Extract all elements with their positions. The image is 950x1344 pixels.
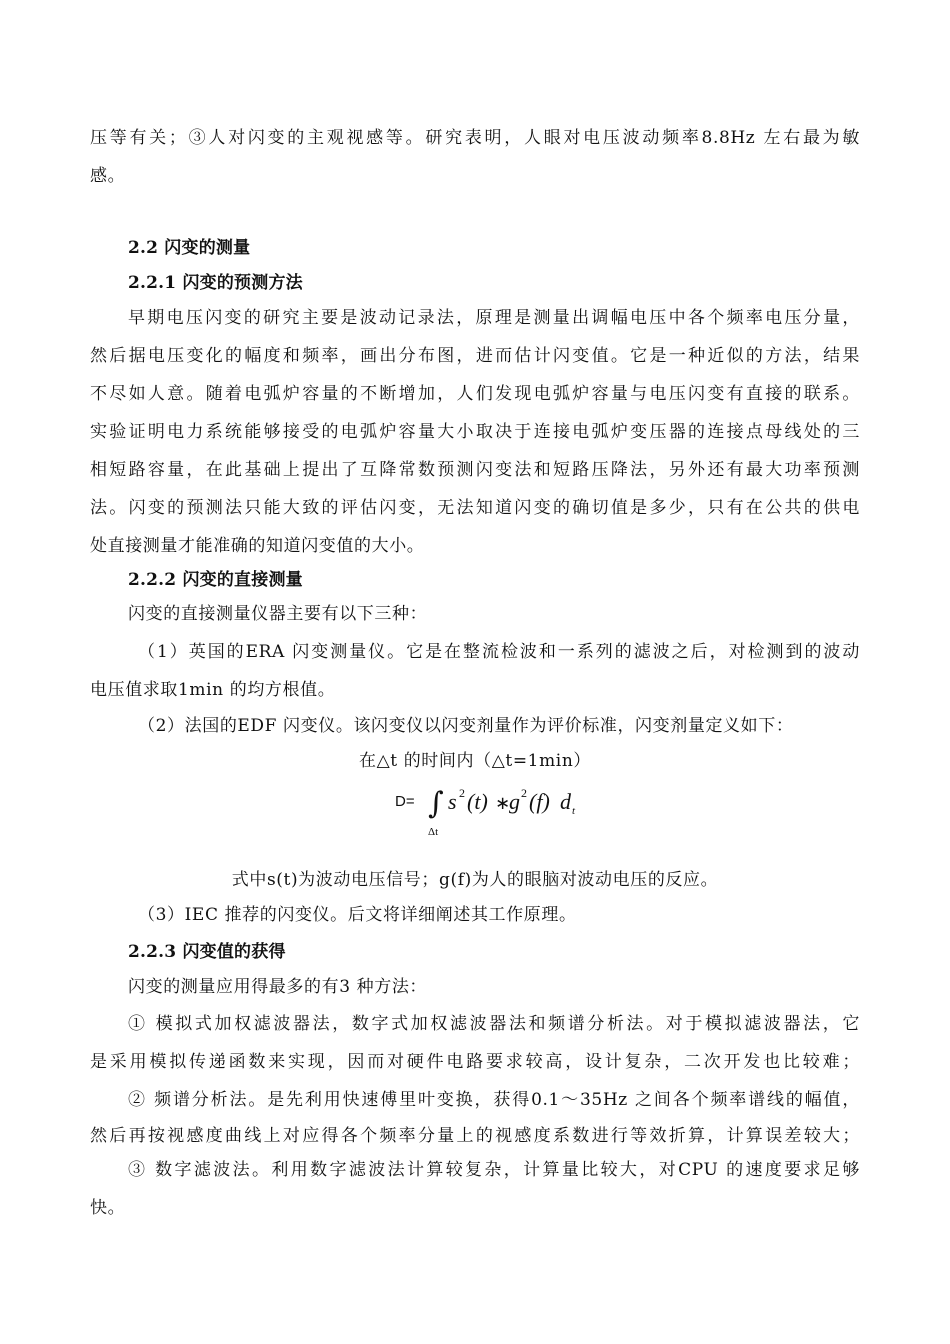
formula-t-arg: (t) — [467, 789, 488, 814]
dose-formula — [395, 780, 635, 840]
list-item-1-line: （1）英国的ERA 闪变测量仪。它是在整流检波和一系列的滤波之后，对检测到的波动 — [138, 642, 860, 662]
formula-sub-t: t — [572, 805, 576, 817]
paragraph-line: 闪变的直接测量仪器主要有以下三种： — [128, 604, 428, 624]
formula-d: d — [560, 789, 571, 814]
formula-s: s — [448, 789, 457, 814]
paragraph-line: 实验证明电力系统能够接受的电弧炉容量大小取决于连接电弧炉变压器的连接点母线处的三 — [90, 422, 860, 442]
formula-f-arg: (f) — [529, 789, 550, 814]
formula-caption: 在△t 的时间内（△t=1min） — [359, 751, 591, 771]
method-2-line: ② 频谱分析法。是先利用快速傅里叶变换，获得0.1～35Hz 之间各个频率谱线的幅值， — [128, 1090, 860, 1110]
list-item-1-line: 电压值求取1min 的均方根值。 — [90, 680, 336, 700]
list-item-3: （3）IEC 推荐的闪变仪。后文将详细阐述其工作原理。 — [138, 905, 577, 925]
section-heading-2-2-2: 2.2.2 闪变的直接测量 — [128, 570, 303, 590]
integral-sign: ∫ — [428, 786, 444, 821]
list-item-2: （2）法国的EDF 闪变仪。该闪变仪以闪变剂量作为评价标准，闪变剂量定义如下： — [138, 716, 794, 736]
paragraph-line: 不尽如人意。随着电弧炉容量的不断增加，人们发现电弧炉容量与电压闪变有直接的联系。 — [90, 384, 860, 404]
method-2-line: 然后再按视感度曲线上对应得各个频率分量上的视感度系数进行等效折算，计算误差较大； — [90, 1126, 860, 1146]
method-3-line: 快。 — [90, 1198, 126, 1218]
paragraph-line: 早期电压闪变的研究主要是波动记录法，原理是测量出调幅电压中各个频率电压分量， — [128, 308, 860, 328]
method-3-line: ③ 数字滤波法。利用数字滤波法计算较复杂，计算量比较大，对CPU 的速度要求足够 — [128, 1160, 860, 1180]
formula-sup: 2 — [459, 786, 465, 800]
method-1-line: ① 模拟式加权滤波器法，数字式加权滤波器法和频谱分析法。对于模拟滤波器法，它 — [128, 1014, 860, 1034]
paragraph-line: 相短路容量，在此基础上提出了互降常数预测闪变法和短路压降法，另外还有最大功率预测 — [90, 460, 860, 480]
formula-note: 式中s(t)为波动电压信号；g(f)为人的眼脑对波动电压的反应。 — [231, 870, 719, 890]
paragraph-line: 处直接测量才能准确的知道闪变值的大小。 — [90, 536, 425, 556]
formula-lhs: D= — [395, 793, 415, 810]
section-heading-2-2-3: 2.2.3 闪变值的获得 — [128, 942, 286, 962]
paragraph-line: 法。闪变的预测法只能大致的评估闪变，无法知道闪变的确切值是多少，只有在公共的供电 — [90, 498, 860, 518]
paragraph-line: 感。 — [90, 166, 126, 186]
paragraph-line: 压等有关；③人对闪变的主观视感等。研究表明，人眼对电压波动频率8.8Hz 左右最为敏 — [90, 128, 860, 148]
paragraph-line: 闪变的测量应用得最多的有3 种方法： — [128, 977, 428, 997]
method-1-line: 是采用模拟传递函数来实现，因而对硬件电路要求较高，设计复杂，二次开发也比较难； — [90, 1052, 860, 1072]
section-heading-2-2-1: 2.2.1 闪变的预测方法 — [128, 273, 303, 293]
paragraph-line: 然后据电压变化的幅度和频率，画出分布图，进而估计闪变值。它是一种近似的方法，结果 — [90, 346, 860, 366]
integral-limit: Δt — [428, 826, 439, 838]
formula-g: g — [509, 789, 520, 814]
section-heading-2-2: 2.2 闪变的测量 — [128, 238, 251, 258]
formula-star: ∗ — [495, 793, 511, 814]
formula-sup: 2 — [521, 786, 527, 800]
